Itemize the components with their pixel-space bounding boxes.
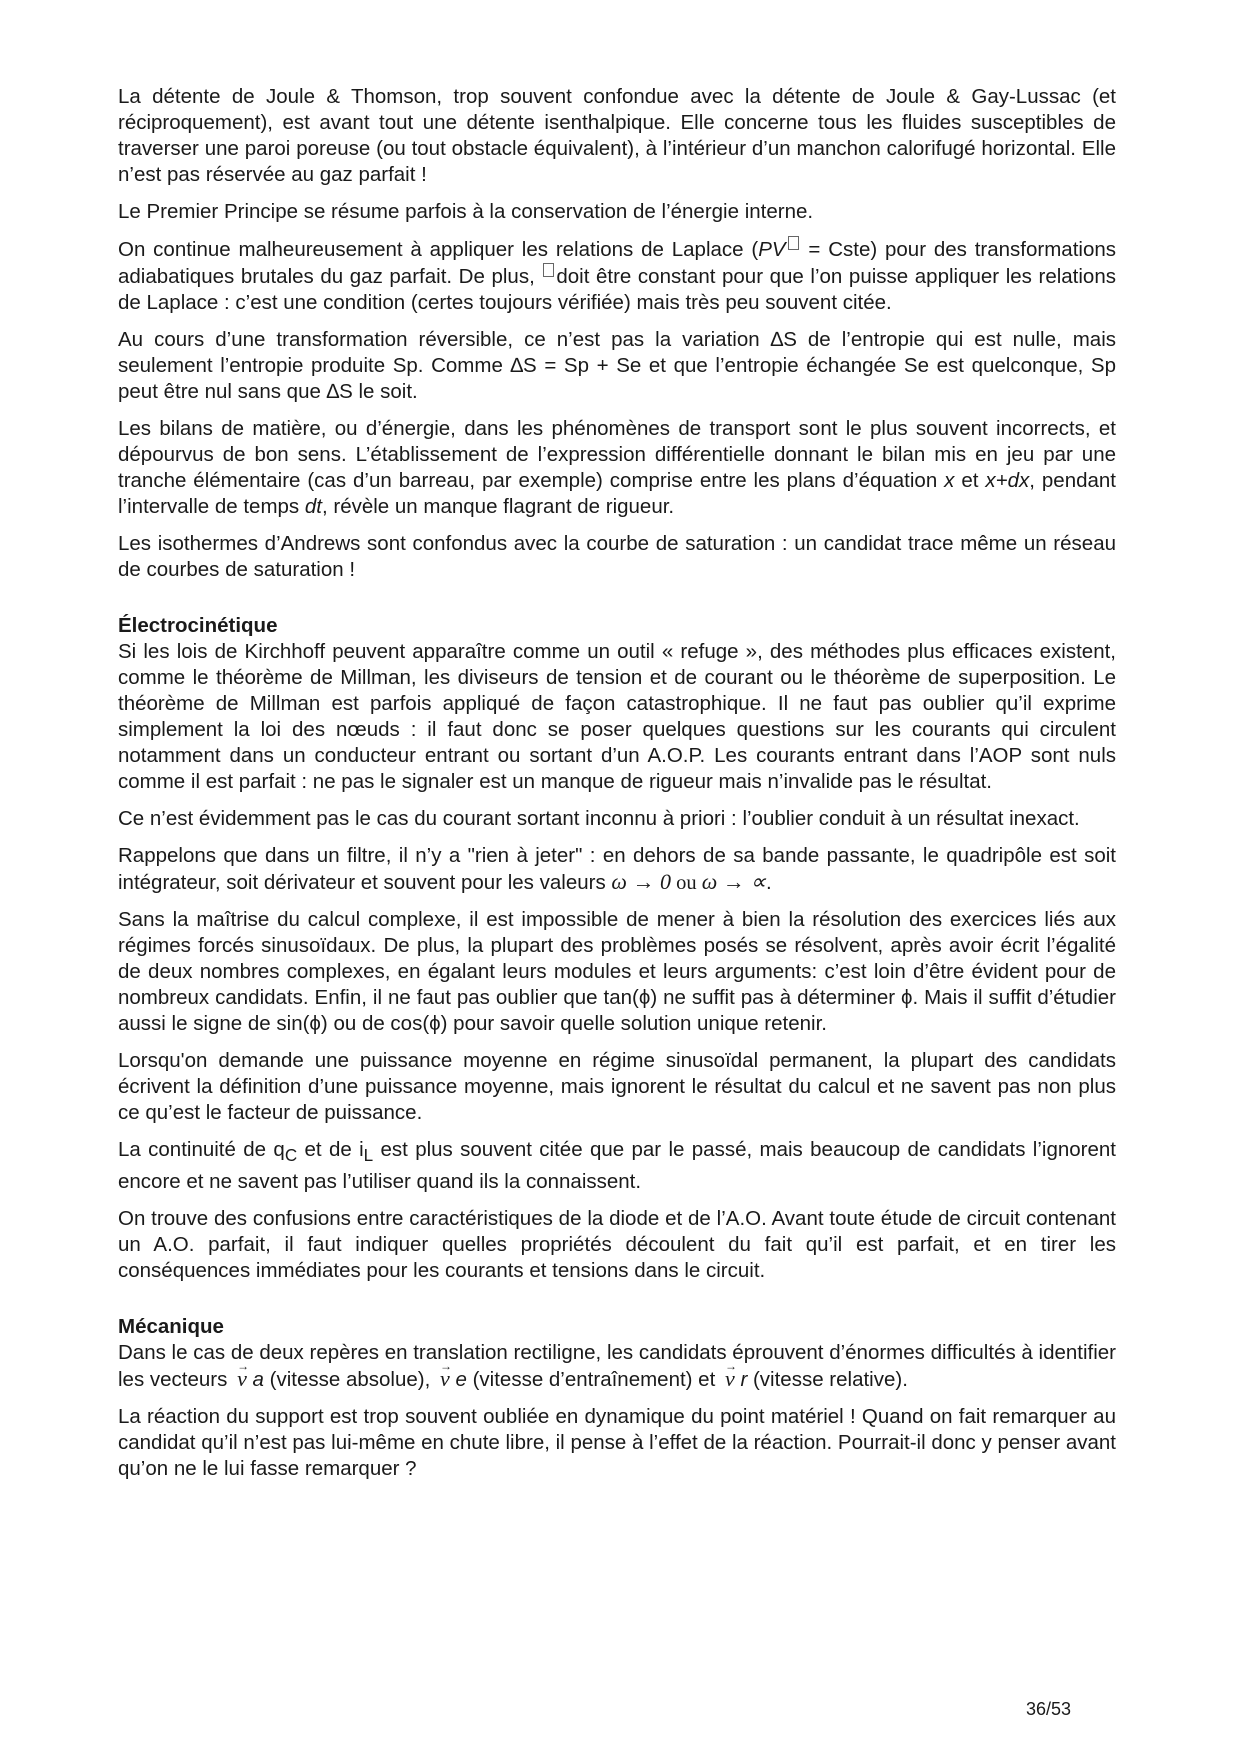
paragraph-premier-principe: Le Premier Principe se résume parfois à la conservation de l’énergie interne.	[118, 200, 814, 223]
paragraph-diode: On trouve des confusions entre caractéristiques de la diode et de l’A.O. Avant toute étude de circuit contenant un A.O. parfait, il faut indiquer quelles propriétés découlent du fait qu’il est parfait, et en tirer les conséquences immédiates pour les courants et tensions dans le circuit.	[118, 1207, 1116, 1283]
section-heading-electrocinetique: Électrocinétique	[118, 614, 278, 637]
omega-zero-math: ω → 0	[611, 869, 671, 894]
paragraph-courant-sortant: Ce n’est évidemment pas le cas du courant sortant inconnu à priori : l’oublier conduit à un résultat inexact.	[118, 807, 1080, 830]
paragraph-filtre: Rappelons que dans un filtre, il n’y a "rien à jeter" : en dehors de sa bande passante, le quadripôle est soit intégrateur, soit dérivateur et souvent pour les valeurs ω → 0 ou ω → ∝.	[118, 844, 1116, 894]
paragraph-joule-thomson: La détente de Joule & Thomson, trop souvent confondue avec la détente de Joule & Gay-Lussac (et réciproquement), est avant tout une détente isenthalpique. Elle concerne tous les fluides susceptibles de traverser une paroi poreuse (ou tout obstacle équivalent), à l’intérieur d’un manchon calorifugé horizontal. Elle n’est pas réservée au gaz parfait !	[118, 85, 1116, 186]
section-heading-mecanique: Mécanique	[118, 1315, 224, 1339]
paragraph-reaction-support: La réaction du support est trop souvent oubliée en dynamique du point matériel ! Quand on fait remarquer au candidat qu’il n’est pas lui-même en chute libre, il pense à l’effet de la réaction. Pourrait-il donc y penser avant qu’on ne le lui fasse remarquer ?	[118, 1405, 1116, 1481]
paragraph-calcul-complexe: Sans la maîtrise du calcul complexe, il est impossible de mener à bien la résolution des exercices liés aux régimes forcés sinusoïdaux. De plus, la plupart des problèmes posés se résolvent, après avoir écrit l’égalité de deux nombres complexes, en égalant leurs modules et leurs arguments: c’est loin d’être évident pour de nombreux candidats. Enfin, il ne faut pas oublier que tan(ϕ) ne suffit pas à déterminer ϕ. Mais il suffit d’étudier aussi le signe de sin(ϕ) ou de cos(ϕ) pour savoir quelle solution unique retenir.	[118, 908, 1116, 1035]
page-number: 36/53	[1026, 1699, 1072, 1719]
paragraph-reperes: Dans le cas de deux repères en translation rectiligne, les candidats éprouvent d’énormes difficultés à identifier les vecteurs → v a (vitesse absolue), → v e (vitesse d’entraînement) et → v r (vitesse relative).	[118, 1340, 1116, 1393]
document-body	[118, 84, 1116, 1493]
paragraph-kirchhoff: Si les lois de Kirchhoff peuvent apparaître comme un outil « refuge », des méthodes plus efficaces existent, comme le théorème de Millman, les diviseurs de tension et de courant ou le théorème de superposition. Le théorème de Millman est parfois appliqué de façon catastrophique. Il ne faut pas oublier qu’il exprime simplement la loi des nœuds : il faut donc se poser quelques questions sur les courants qui circulent notamment dans un conducteur entrant ou sortant d’un A.O.P. Les courants entrant dans l’AOP sont nuls comme il est parfait : ne pas le signaler est un manque de rigueur mais n’invalide pas le résultat.	[118, 640, 1116, 793]
paragraph-continuite: La continuité de $q_C$ et de $i_L$ est plus souvent citée que par le passé, mais beaucoup de candidats l’ignorent encore et ne savent pas l’utiliser quand ils la connaissent.	[118, 1138, 1116, 1194]
vector-v-entrainement: → v	[440, 1366, 450, 1392]
paragraph-entropie: Au cours d’une transformation réversible, ce n’est pas la variation ∆S de l’entropie qui est nulle, mais seulement l’entropie produite Sp. Comme ∆S = Sp + Se et que l’entropie échangée Se est quelconque, Sp peut être nul sans que ∆S le soit.	[118, 328, 1116, 403]
paragraph-andrews: Les isothermes d’Andrews sont confondus avec la courbe de saturation : un candidat trace même un réseau de courbes de saturation !	[118, 532, 1116, 581]
vector-v-absolute: → v	[237, 1366, 247, 1392]
vector-v-relative: → v	[725, 1366, 735, 1392]
missing-glyph-box	[543, 263, 554, 277]
paragraph-laplace: On continue malheureusement à appliquer les relations de Laplace (PV = Cste) pour des transformations adiabatiques brutales du gaz parfait. De plus, doit être constant pour que l’on puisse appliquer les relations de Laplace : c’est une condition (certes toujours vérifiée) mais très peu souvent citée.	[118, 238, 1116, 314]
paragraph-puissance: Lorsqu'on demande une puissance moyenne en régime sinusoïdal permanent, la plupart des candidats écrivent la définition d’une puissance moyenne, mais ignorent le résultat du calcul et ne savent pas non plus ce qu’est le facteur de puissance.	[118, 1049, 1116, 1124]
missing-glyph-box	[788, 236, 799, 250]
paragraph-bilans: Les bilans de matière, ou d’énergie, dans les phénomènes de transport sont le plus souvent incorrects, et dépourvus de bon sens. L’établissement de l’expression différentielle donnant le bilan mis en jeu par une tranche élémentaire (cas d’un barreau, par exemple) comprise entre les plans d’équation x et x+dx, pendant l’intervalle de temps dt, révèle un manque flagrant de rigueur.	[118, 417, 1116, 518]
omega-infinity-math: ω → ∝	[701, 869, 766, 894]
pv-symbol: PV	[758, 238, 786, 261]
